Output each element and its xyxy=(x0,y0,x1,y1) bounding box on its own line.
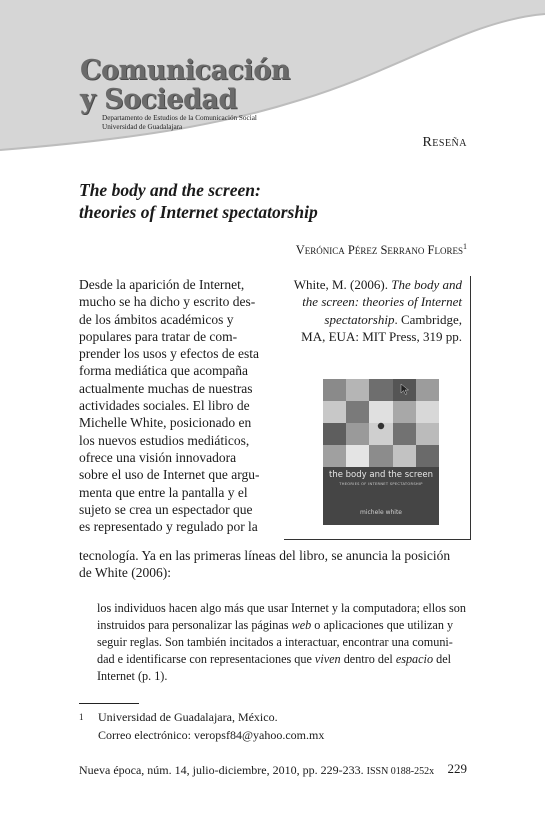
reference-title-part3: spectatorship xyxy=(324,311,395,327)
article-title-line1: The body and the screen: xyxy=(79,180,261,200)
page-number: 229 xyxy=(447,761,467,776)
article-title-line2: theories of Internet spectatorship xyxy=(79,202,318,222)
quote-text: o aplicaciones que utilizan y xyxy=(311,618,454,632)
quote-line: seguir reglas. Son también incitados a interactuar, encontrar una comuni- xyxy=(97,635,453,649)
body-line: Michelle White, posicionado en xyxy=(79,415,252,431)
reference-box xyxy=(284,276,471,540)
quote-emphasis: web xyxy=(291,618,312,632)
body-line: actualmente muchas de nuestras xyxy=(79,380,253,396)
body-line: de White (2006): xyxy=(79,565,171,581)
body-line: sobre el uso de Internet que argu- xyxy=(79,467,260,483)
reference-author-year: White, M. (2006). xyxy=(293,277,392,292)
book-reference xyxy=(286,276,462,345)
article-title xyxy=(79,179,318,223)
body-line: actividades sociales. El libro de xyxy=(79,398,250,414)
body-line: de los ámbitos académicos y xyxy=(79,311,234,327)
journal-name-line1: Comunicación xyxy=(80,55,290,86)
body-line: Desde la aparición de Internet, xyxy=(79,277,245,292)
journal-department: Departamento de Estudios de la Comunicación Social xyxy=(102,114,257,122)
body-line: mucho se ha dicho y escrito des- xyxy=(79,294,256,310)
quote-line: Internet (p. 1). xyxy=(97,669,168,683)
book-cover-title: the body and the screen xyxy=(329,470,433,480)
reference-place: . Cambridge, xyxy=(394,311,462,327)
body-line: populares para tratar de com- xyxy=(79,328,238,344)
journal-affiliation xyxy=(102,114,257,132)
body-line: los nuevos estudios mediáticos, xyxy=(79,432,250,448)
quote-text: dentro del xyxy=(340,652,396,666)
body-line: prender los usos y efectos de esta xyxy=(79,346,259,362)
body-line: forma mediática que acompaña xyxy=(79,363,249,379)
quote-text: instruidos para personalizar las páginas xyxy=(97,618,292,632)
body-continuation xyxy=(79,547,467,582)
body-line: menta que entre la pantalla y el xyxy=(79,484,248,500)
footer-issn: ISSN 0188-252x xyxy=(366,766,435,777)
footnote-email: Correo electrónico: veropsf84@yahoo.com.mx xyxy=(98,727,325,742)
footnote-number: 1 xyxy=(79,712,84,722)
footnote-affiliation: Universidad de Guadalajara, México. xyxy=(98,710,278,724)
body-line: es representado y regulado por la xyxy=(79,519,258,535)
body-line: ofrece una visión innovadora xyxy=(79,449,237,465)
reference-title-part1: The body and xyxy=(391,277,462,292)
body-column xyxy=(79,276,271,535)
author-name: Verónica Pérez Serrano Flores xyxy=(295,243,463,258)
journal-name-line2: y Sociedad xyxy=(80,84,237,115)
author-footnote-mark: 1 xyxy=(463,242,467,251)
book-cover-author: michele white xyxy=(360,509,402,516)
body-line: tecnología. Ya en las primeras líneas del libro, se anuncia la posición xyxy=(79,548,451,563)
body-line: sujeto se crea un espectador que xyxy=(79,501,253,517)
journal-logo xyxy=(80,56,290,114)
page-footer xyxy=(79,763,434,778)
article-author xyxy=(296,242,467,258)
quote-text: del xyxy=(433,652,451,666)
quote-text: dad e identificarse con representaciones que xyxy=(97,652,315,666)
journal-university: Universidad de Guadalajara xyxy=(102,123,183,131)
reference-title-part2: the screen: theories of Internet xyxy=(302,294,462,310)
book-cover-grid xyxy=(323,379,439,467)
book-cover-image xyxy=(323,379,439,525)
quote-emphasis: espacio xyxy=(395,652,434,666)
quote-emphasis: viven xyxy=(314,652,341,666)
footnote-divider xyxy=(79,703,139,704)
section-label: Reseña xyxy=(422,135,467,150)
quote-line: los individuos hacen algo más que usar Internet y la computadora; ellos son xyxy=(97,601,466,615)
book-cover-subtitle: THEORIES OF INTERNET SPECTATORSHIP xyxy=(339,482,423,486)
reference-publisher: MA, EUA: MIT Press, 319 pp. xyxy=(301,328,462,344)
footer-citation: Nueva época, núm. 14, julio-diciembre, 2010, pp. 229-233. xyxy=(79,763,367,777)
block-quote xyxy=(97,600,467,685)
